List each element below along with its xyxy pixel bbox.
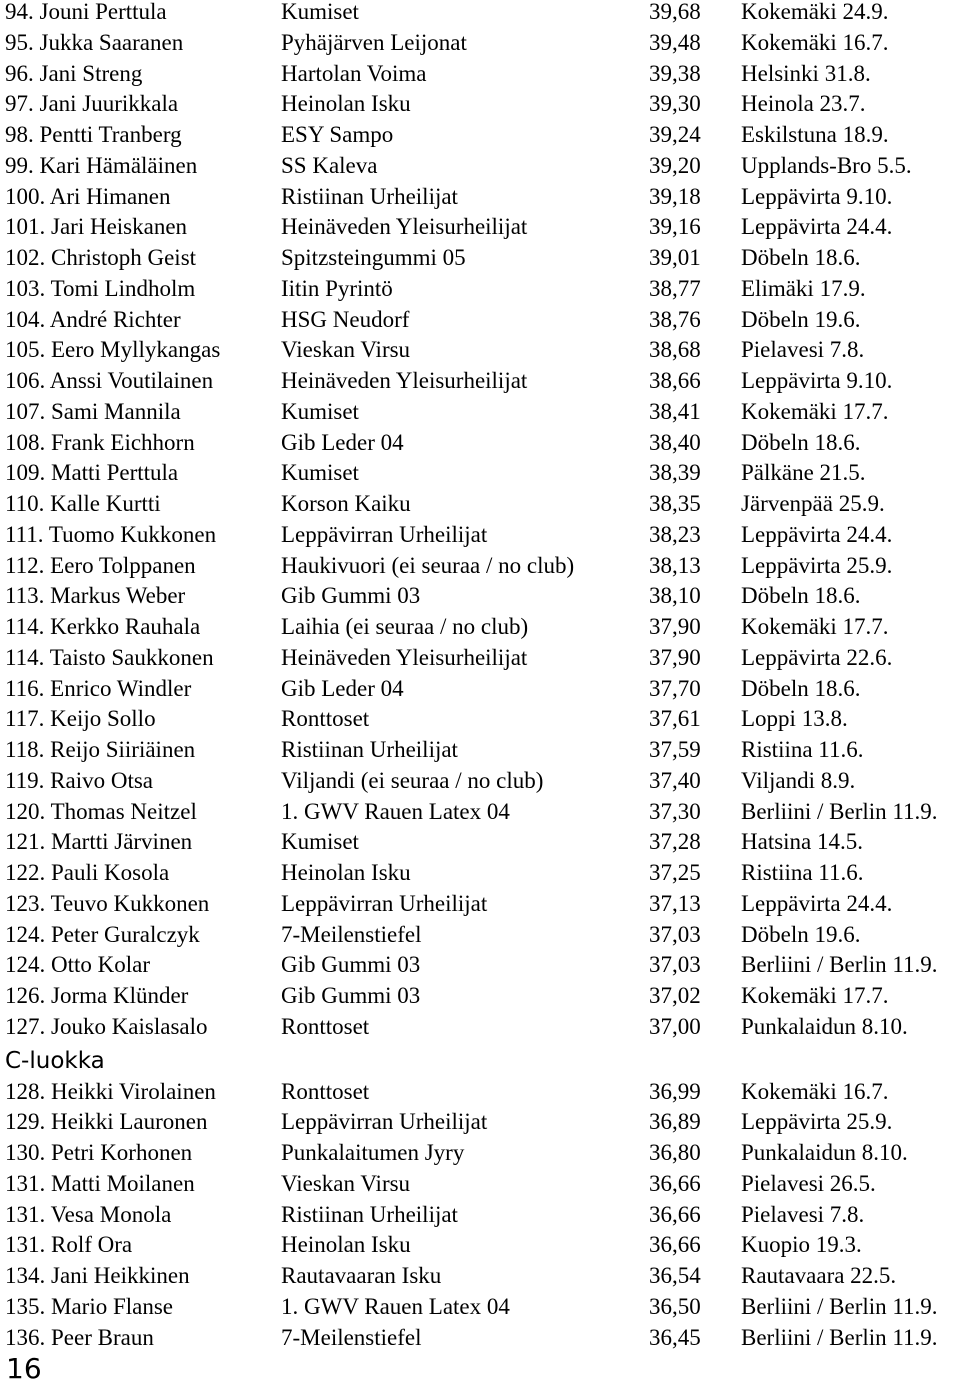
result-row xyxy=(0,400,960,431)
result-row xyxy=(0,431,960,462)
result-value: 39,20 xyxy=(649,152,701,178)
competition-place-date: Eskilstuna 18.9. xyxy=(741,122,889,147)
result-row xyxy=(0,369,960,400)
competition-place-date: Kokemäki 24.9. xyxy=(741,0,889,24)
result-row xyxy=(0,861,960,892)
result-value: 37,40 xyxy=(649,767,701,793)
competition-place-date: Viljandi 8.9. xyxy=(741,767,856,793)
athlete-name: 114. Kerkko Rauhala xyxy=(5,614,201,639)
competition-place-date: Leppävirta 24.4. xyxy=(741,214,893,240)
result-value: 37,30 xyxy=(649,798,701,824)
club-name: Heinäveden Yleisurheilijat xyxy=(281,368,528,393)
athlete-name: 117. Keijo Sollo xyxy=(5,706,156,732)
result-value: 39,24 xyxy=(649,122,701,147)
result-value: 36,80 xyxy=(649,1140,701,1165)
result-row xyxy=(0,646,960,677)
result-row xyxy=(0,769,960,800)
club-name: ESY Sampo xyxy=(281,122,394,147)
competition-place-date: Döbeln 19.6. xyxy=(741,921,861,947)
athlete-name: 106. Anssi Voutilainen xyxy=(5,368,214,393)
result-value: 36,99 xyxy=(649,1078,701,1104)
competition-place-date: Döbeln 19.6. xyxy=(741,306,861,332)
competition-place-date: Leppävirta 22.6. xyxy=(741,644,893,670)
athlete-name: 104. André Richter xyxy=(5,306,181,332)
result-row xyxy=(0,123,960,154)
athlete-name: 116. Enrico Windler xyxy=(5,675,192,701)
result-value: 38,35 xyxy=(649,491,701,516)
result-row xyxy=(0,1172,960,1203)
club-name: Pyhäjärven Leijonat xyxy=(281,29,467,55)
result-row xyxy=(0,1015,960,1046)
club-name: Kumiset xyxy=(281,398,359,424)
result-row xyxy=(0,1295,960,1326)
result-value: 38,23 xyxy=(649,521,701,547)
result-row xyxy=(0,1203,960,1234)
athlete-name: 110. Kalle Kurtti xyxy=(5,491,161,516)
athlete-name: 107. Sami Mannila xyxy=(5,398,181,424)
result-value: 36,66 xyxy=(649,1201,701,1227)
results-group-c-luokka xyxy=(0,1080,960,1357)
competition-place-date: Hatsina 14.5. xyxy=(741,829,864,855)
result-value: 37,00 xyxy=(649,1013,701,1039)
athlete-name: 119. Raivo Otsa xyxy=(5,767,153,793)
result-value: 37,13 xyxy=(649,890,701,916)
result-value: 38,68 xyxy=(649,337,701,363)
result-row xyxy=(0,338,960,369)
athlete-name: 98. Pentti Tranberg xyxy=(5,122,182,147)
result-row xyxy=(0,892,960,923)
athlete-name: 123. Teuvo Kukkonen xyxy=(5,890,210,916)
club-name: Gib Gummi 03 xyxy=(281,952,421,978)
competition-place-date: Pielavesi 7.8. xyxy=(741,337,865,363)
athlete-name: 124. Peter Guralczyk xyxy=(5,921,200,947)
club-name: 7-Meilenstiefel xyxy=(281,921,422,947)
result-value: 38,10 xyxy=(649,583,701,609)
result-row xyxy=(0,1080,960,1111)
result-value: 39,68 xyxy=(649,0,701,24)
result-row xyxy=(0,615,960,646)
club-name: Viljandi (ei seuraa / no club) xyxy=(281,767,544,793)
athlete-name: 99. Kari Hämäläinen xyxy=(5,152,198,178)
club-name: Ristiinan Urheilijat xyxy=(281,737,458,762)
athlete-name: 131. Rolf Ora xyxy=(5,1232,133,1258)
result-row xyxy=(0,707,960,738)
result-value: 36,54 xyxy=(649,1263,701,1288)
result-row xyxy=(0,0,960,31)
result-value: 36,50 xyxy=(649,1293,701,1319)
result-row xyxy=(0,738,960,769)
result-value: 37,61 xyxy=(649,706,701,732)
competition-place-date: Loppi 13.8. xyxy=(741,706,848,732)
club-name: Haukivuori (ei seuraa / no club) xyxy=(281,552,575,578)
result-value: 36,66 xyxy=(649,1170,701,1196)
athlete-name: 111. Tuomo Kukkonen xyxy=(5,521,217,547)
club-name: Leppävirran Urheilijat xyxy=(281,890,488,916)
club-name: Gib Leder 04 xyxy=(281,429,404,455)
result-value: 39,16 xyxy=(649,214,701,240)
result-value: 37,90 xyxy=(649,614,701,639)
result-row xyxy=(0,154,960,185)
result-row xyxy=(0,1233,960,1264)
result-value: 37,28 xyxy=(649,829,701,855)
result-value: 39,30 xyxy=(649,91,701,117)
result-row xyxy=(0,492,960,523)
athlete-name: 113. Markus Weber xyxy=(5,583,186,609)
competition-place-date: Pielavesi 7.8. xyxy=(741,1201,865,1227)
club-name: Ronttoset xyxy=(281,706,370,732)
athlete-name: 118. Reijo Siiriäinen xyxy=(5,737,196,762)
club-name: Punkalaitumen Jyry xyxy=(281,1140,465,1165)
athlete-name: 121. Martti Järvinen xyxy=(5,829,193,855)
competition-place-date: Punkalaidun 8.10. xyxy=(741,1013,908,1039)
result-row xyxy=(0,461,960,492)
result-value: 37,59 xyxy=(649,737,701,762)
result-value: 37,70 xyxy=(649,675,701,701)
section-heading-c-luokka: C-luokka xyxy=(5,1047,105,1074)
result-row xyxy=(0,246,960,277)
club-name: Heinolan Isku xyxy=(281,91,411,117)
competition-place-date: Döbeln 18.6. xyxy=(741,245,861,270)
athlete-name: 100. Ari Himanen xyxy=(5,183,171,209)
athlete-name: 131. Matti Moilanen xyxy=(5,1170,195,1196)
competition-place-date: Rautavaara 22.5. xyxy=(741,1263,897,1288)
athlete-name: 105. Eero Myllykangas xyxy=(5,337,221,363)
competition-place-date: Leppävirta 9.10. xyxy=(741,368,893,393)
competition-place-date: Punkalaidun 8.10. xyxy=(741,1140,908,1165)
competition-place-date: Berliini / Berlin 11.9. xyxy=(741,1293,938,1319)
athlete-name: 114. Taisto Saukkonen xyxy=(5,644,214,670)
athlete-name: 134. Jani Heikkinen xyxy=(5,1263,190,1288)
club-name: Heinäveden Yleisurheilijat xyxy=(281,214,528,240)
competition-place-date: Heinola 23.7. xyxy=(741,91,866,117)
result-row xyxy=(0,31,960,62)
competition-place-date: Berliini / Berlin 11.9. xyxy=(741,952,938,978)
result-row xyxy=(0,923,960,954)
result-row xyxy=(0,800,960,831)
result-row xyxy=(0,1110,960,1141)
competition-place-date: Leppävirta 24.4. xyxy=(741,521,893,547)
athlete-name: 126. Jorma Klünder xyxy=(5,983,189,1008)
club-name: Ronttoset xyxy=(281,1078,370,1104)
club-name: Heinolan Isku xyxy=(281,1232,411,1258)
athlete-name: 96. Jani Streng xyxy=(5,60,143,86)
result-value: 39,48 xyxy=(649,29,701,55)
competition-place-date: Leppävirta 25.9. xyxy=(741,552,893,578)
athlete-name: 101. Jari Heiskanen xyxy=(5,214,188,240)
athlete-name: 130. Petri Korhonen xyxy=(5,1140,193,1165)
athlete-name: 97. Jani Juurikkala xyxy=(5,91,179,117)
competition-place-date: Berliini / Berlin 11.9. xyxy=(741,1324,938,1350)
club-name: Spitzsteingummi 05 xyxy=(281,245,466,270)
competition-place-date: Pielavesi 26.5. xyxy=(741,1170,876,1196)
athlete-name: 103. Tomi Lindholm xyxy=(5,275,196,301)
club-name: Gib Gummi 03 xyxy=(281,983,421,1008)
club-name: Laihia (ei seuraa / no club) xyxy=(281,614,529,639)
club-name: Leppävirran Urheilijat xyxy=(281,1109,488,1135)
athlete-name: 122. Pauli Kosola xyxy=(5,860,170,885)
club-name: Rautavaaran Isku xyxy=(281,1263,442,1288)
competition-place-date: Helsinki 31.8. xyxy=(741,60,871,86)
result-row xyxy=(0,1141,960,1172)
club-name: SS Kaleva xyxy=(281,152,378,178)
competition-place-date: Kuopio 19.3. xyxy=(741,1232,862,1258)
club-name: 7-Meilenstiefel xyxy=(281,1324,422,1350)
result-value: 38,13 xyxy=(649,552,701,578)
club-name: Kumiset xyxy=(281,460,359,486)
result-value: 36,45 xyxy=(649,1324,701,1350)
club-name: Iitin Pyrintö xyxy=(281,275,393,301)
athlete-name: 136. Peer Braun xyxy=(5,1324,154,1350)
competition-place-date: Döbeln 18.6. xyxy=(741,675,861,701)
result-value: 38,77 xyxy=(649,275,701,301)
competition-place-date: Kokemäki 17.7. xyxy=(741,398,889,424)
result-value: 37,25 xyxy=(649,860,701,885)
result-row xyxy=(0,308,960,339)
athlete-name: 102. Christoph Geist xyxy=(5,245,197,270)
page-number: 16 xyxy=(6,1352,42,1385)
competition-place-date: Kokemäki 16.7. xyxy=(741,1078,889,1104)
result-value: 37,02 xyxy=(649,983,701,1008)
result-value: 36,66 xyxy=(649,1232,701,1258)
result-row xyxy=(0,1264,960,1295)
result-value: 38,76 xyxy=(649,306,701,332)
result-row xyxy=(0,523,960,554)
result-value: 39,38 xyxy=(649,60,701,86)
result-value: 36,89 xyxy=(649,1109,701,1135)
result-row xyxy=(0,92,960,123)
result-row xyxy=(0,677,960,708)
club-name: Vieskan Virsu xyxy=(281,337,411,363)
competition-place-date: Döbeln 18.6. xyxy=(741,583,861,609)
result-row xyxy=(0,953,960,984)
competition-place-date: Kokemäki 16.7. xyxy=(741,29,889,55)
competition-place-date: Leppävirta 25.9. xyxy=(741,1109,893,1135)
club-name: Heinäveden Yleisurheilijat xyxy=(281,644,528,670)
result-value: 37,90 xyxy=(649,644,701,670)
result-row xyxy=(0,584,960,615)
result-value: 38,40 xyxy=(649,429,701,455)
athlete-name: 124. Otto Kolar xyxy=(5,952,151,978)
club-name: 1. GWV Rauen Latex 04 xyxy=(281,798,510,824)
competition-place-date: Leppävirta 9.10. xyxy=(741,183,893,209)
athlete-name: 135. Mario Flanse xyxy=(5,1293,174,1319)
result-value: 39,18 xyxy=(649,183,701,209)
club-name: Ristiinan Urheilijat xyxy=(281,183,458,209)
club-name: Heinolan Isku xyxy=(281,860,411,885)
athlete-name: 112. Eero Tolppanen xyxy=(5,552,196,578)
club-name: Vieskan Virsu xyxy=(281,1170,411,1196)
result-value: 38,41 xyxy=(649,398,701,424)
athlete-name: 127. Jouko Kaislasalo xyxy=(5,1013,208,1039)
club-name: Ronttoset xyxy=(281,1013,370,1039)
result-value: 38,66 xyxy=(649,368,701,393)
athlete-name: 94. Jouni Perttula xyxy=(5,0,167,24)
competition-place-date: Ristiina 11.6. xyxy=(741,737,864,762)
athlete-name: 95. Jukka Saaranen xyxy=(5,29,184,55)
club-name: Kumiset xyxy=(281,829,359,855)
athlete-name: 109. Matti Perttula xyxy=(5,460,179,486)
competition-place-date: Pälkäne 21.5. xyxy=(741,460,866,486)
result-value: 39,01 xyxy=(649,245,701,270)
athlete-name: 128. Heikki Virolainen xyxy=(5,1078,216,1104)
competition-place-date: Upplands-Bro 5.5. xyxy=(741,152,912,178)
result-row xyxy=(0,830,960,861)
competition-place-date: Berliini / Berlin 11.9. xyxy=(741,798,938,824)
club-name: Hartolan Voima xyxy=(281,60,427,86)
competition-place-date: Ristiina 11.6. xyxy=(741,860,864,885)
club-name: Gib Gummi 03 xyxy=(281,583,421,609)
club-name: HSG Neudorf xyxy=(281,306,410,332)
athlete-name: 131. Vesa Monola xyxy=(5,1201,172,1227)
result-value: 38,39 xyxy=(649,460,701,486)
athlete-name: 129. Heikki Lauronen xyxy=(5,1109,208,1135)
result-row xyxy=(0,277,960,308)
competition-place-date: Kokemäki 17.7. xyxy=(741,614,889,639)
competition-place-date: Kokemäki 17.7. xyxy=(741,983,889,1008)
club-name: Kumiset xyxy=(281,0,359,24)
club-name: Gib Leder 04 xyxy=(281,675,404,701)
athlete-name: 108. Frank Eichhorn xyxy=(5,429,195,455)
competition-place-date: Leppävirta 24.4. xyxy=(741,890,893,916)
club-name: 1. GWV Rauen Latex 04 xyxy=(281,1293,510,1319)
result-row xyxy=(0,215,960,246)
result-value: 37,03 xyxy=(649,952,701,978)
result-value: 37,03 xyxy=(649,921,701,947)
club-name: Ristiinan Urheilijat xyxy=(281,1201,458,1227)
result-row xyxy=(0,554,960,585)
result-row xyxy=(0,1326,960,1357)
competition-place-date: Elimäki 17.9. xyxy=(741,275,866,301)
club-name: Leppävirran Urheilijat xyxy=(281,521,488,547)
result-row xyxy=(0,185,960,216)
athlete-name: 120. Thomas Neitzel xyxy=(5,798,197,824)
competition-place-date: Järvenpää 25.9. xyxy=(741,491,885,516)
club-name: Korson Kaiku xyxy=(281,491,411,516)
result-row xyxy=(0,62,960,93)
result-row xyxy=(0,984,960,1015)
competition-place-date: Döbeln 18.6. xyxy=(741,429,861,455)
